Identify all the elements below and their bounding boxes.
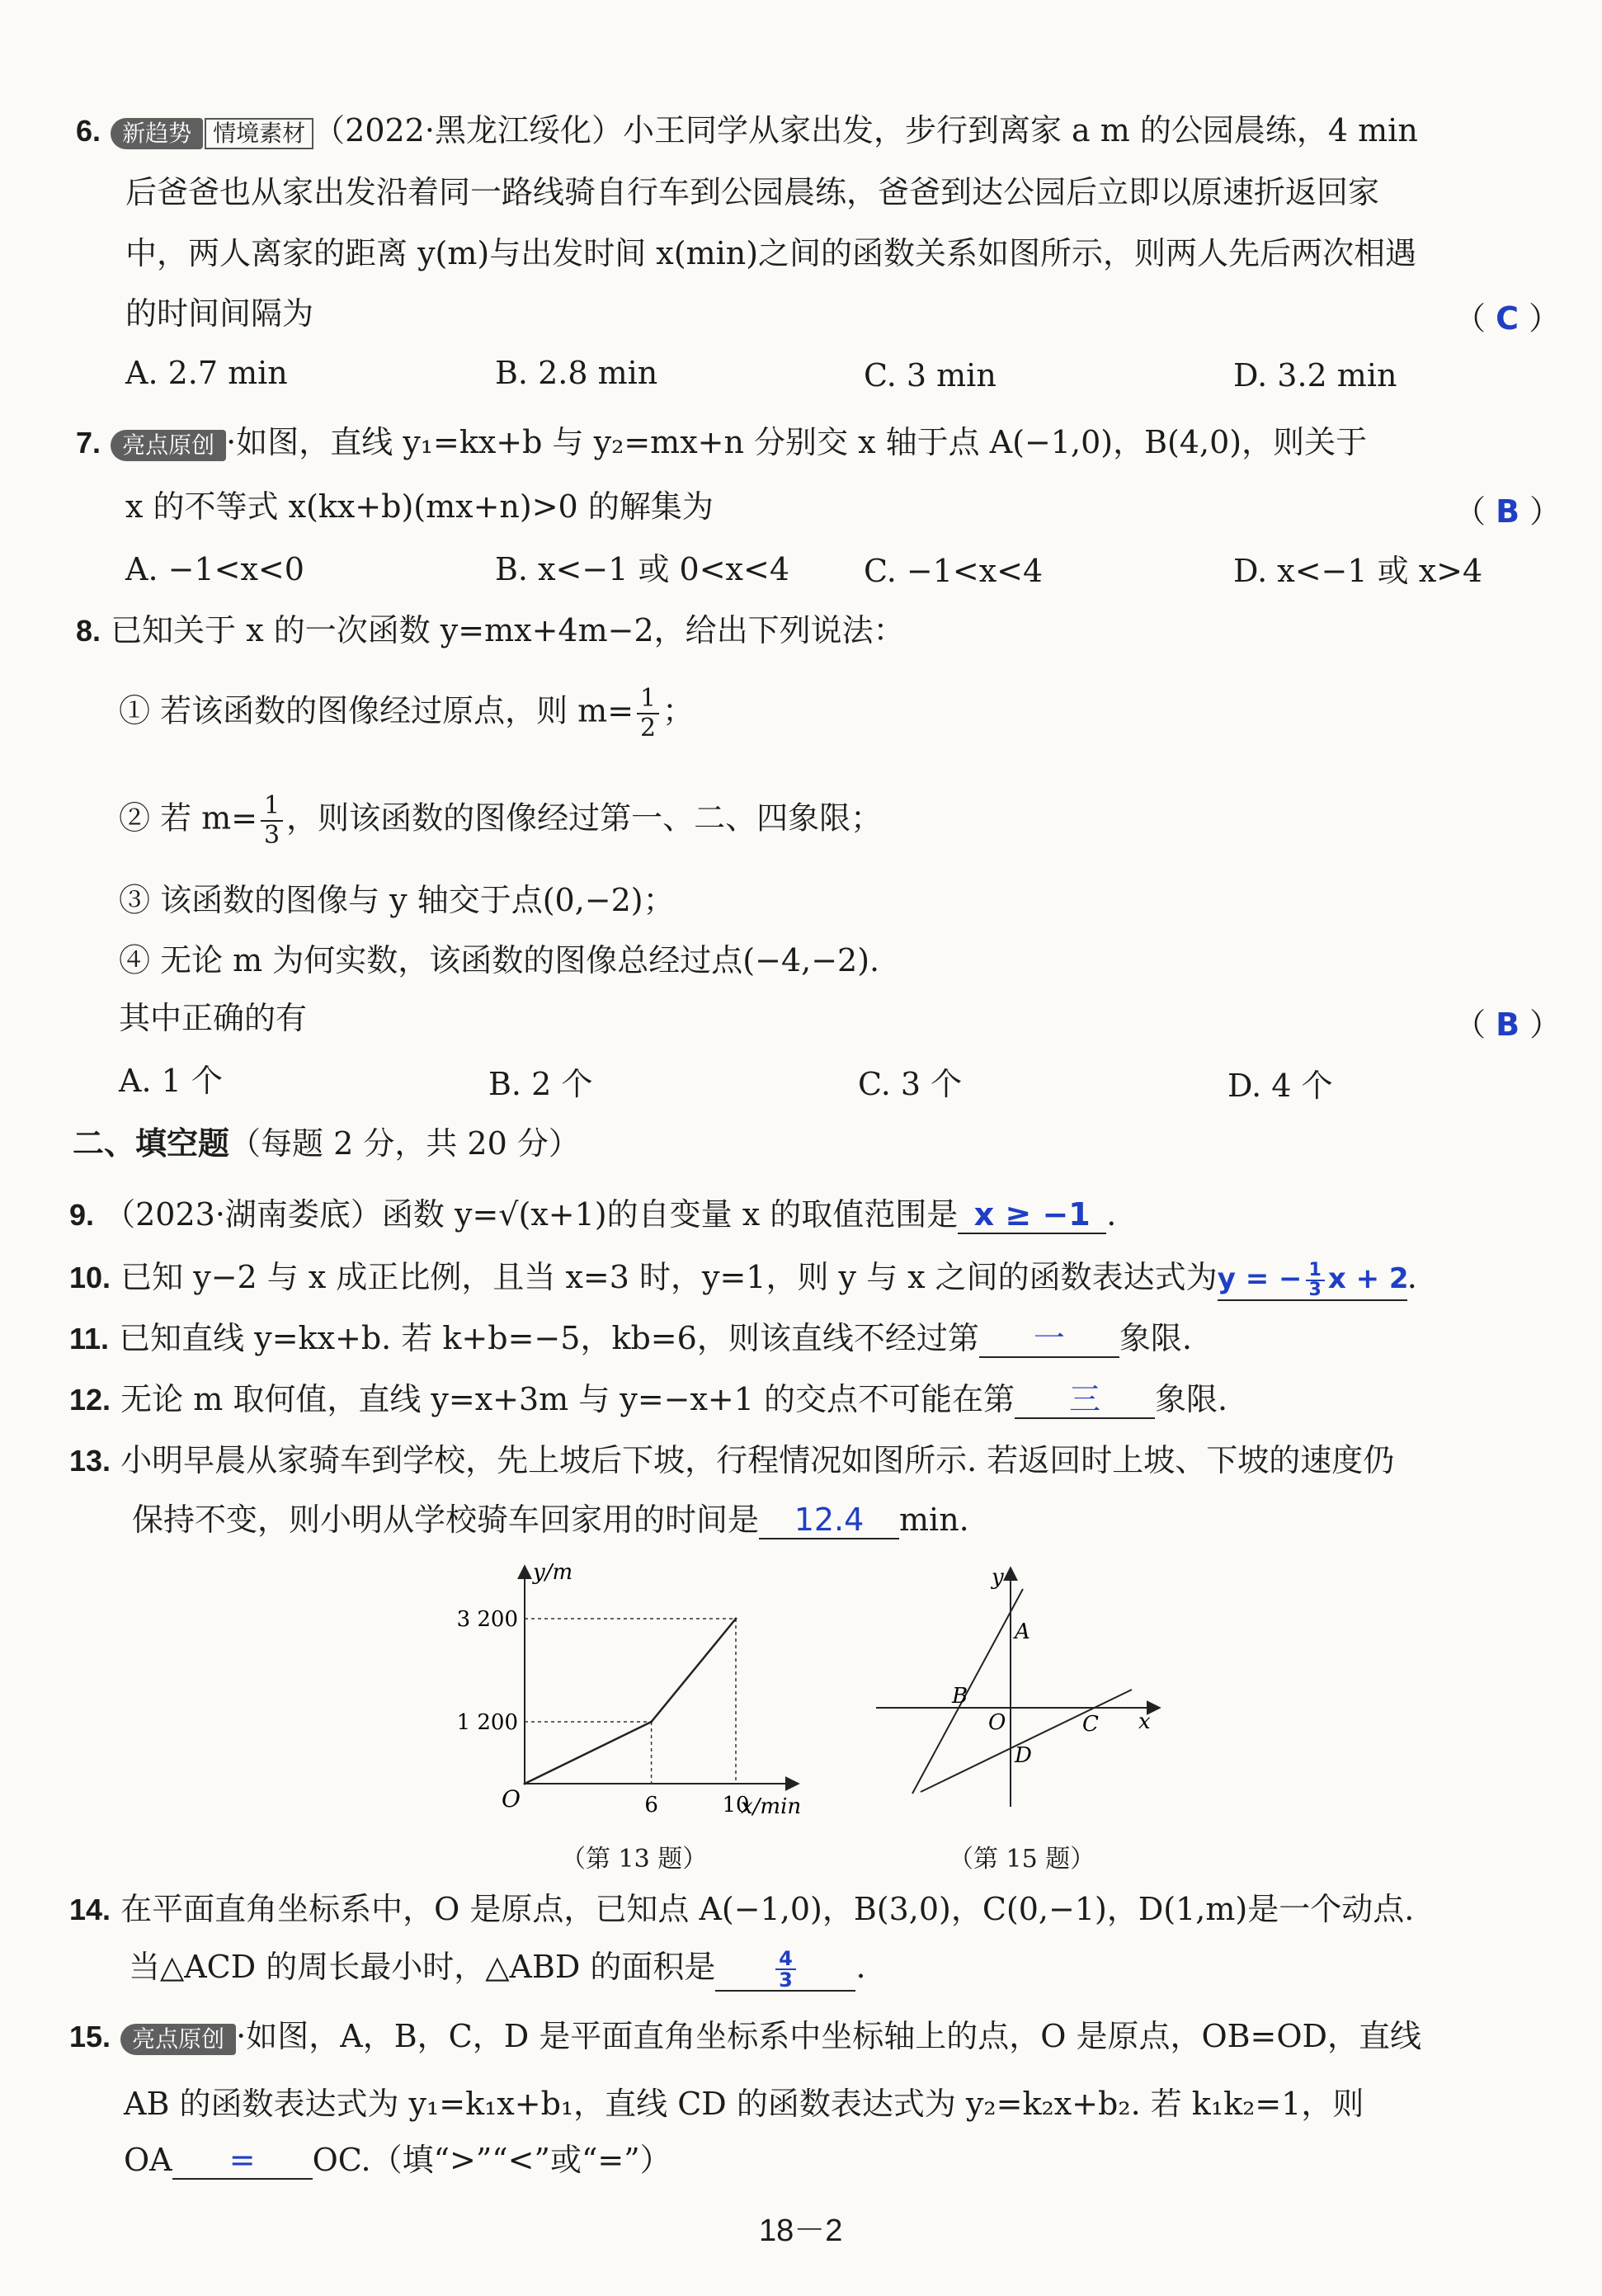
q8-s1-end: ； <box>662 692 695 729</box>
q10-ans-b: x + 2 <box>1327 1262 1409 1295</box>
q7-option-b: B. x<−1 或 0<x<4 <box>495 551 789 587</box>
q12-line <box>69 1378 1227 1421</box>
q7-line1: 7. 亮点原创 ·如图，直线 y₁=kx+b 与 y₂=mx+n 分别交 x 轴于点 A(−1,0)，B(4,0)，则关于 <box>76 424 1368 460</box>
q13-line1 <box>69 1439 1394 1483</box>
fig15-label-o: O <box>988 1710 1006 1735</box>
q10-text: 已知 y−2 与 x 成正比例，且当 x=3 时，y=1，则 y 与 x 之间的函数表达式为 <box>120 1259 1218 1295</box>
q14-end: . <box>855 1949 866 1985</box>
q15-line2: AB 的函数表达式为 y₁=k₁x+b₁，直线 CD 的函数表达式为 y₂=k₂x+b₂. 若 k₁k₂=1，则 <box>124 2086 1364 2122</box>
chart13-guide-lines <box>524 1618 737 1785</box>
q14-text-1: 在平面直角坐标系中，O 是原点，已知点 A(−1,0)，B(3,0)，C(0,−1)，D(1,m)是一个动点. <box>120 1891 1415 1927</box>
chart13-series-line <box>525 1619 736 1784</box>
section-2-title: 二、填空题 <box>73 1125 230 1162</box>
q9-text: （2023·湖南娄底）函数 y=√(x+1)的自变量 x 的取值范围是 <box>104 1196 959 1233</box>
q11-text: 已知直线 y=kx+b. 若 k+b=−5，kb=6，则该直线不经过第 <box>119 1320 979 1356</box>
q14-line1 <box>69 1888 1414 1931</box>
q6-text-1: （2022·黑龙江绥化）小王同学从家出发，步行到离家 a m 的公园晨练，4 min <box>313 112 1418 149</box>
chart13-ytick-3200: 3 200 <box>456 1607 518 1632</box>
q8-s2-den: 3 <box>264 821 280 850</box>
q8-number: 8. <box>76 614 101 648</box>
q12-answer: 三 <box>1015 1381 1155 1419</box>
q8-s2-end: ，则该函数的图像经过第一、二、四象限； <box>286 799 883 837</box>
q8-line1 <box>76 609 905 653</box>
q8-statement-4: ④ 无论 m 为何实数，该函数的图像总经过点(−4,−2). <box>119 942 880 978</box>
q14-text-2: 当△ACD 的周长最小时，△ABD 的面积是 <box>129 1949 716 1985</box>
q9-end: . <box>1106 1196 1117 1233</box>
q8-statement-1 <box>119 685 694 743</box>
q6-option-b: B. 2.8 min <box>495 355 658 391</box>
q7-option-a: A. −1<x<0 <box>125 551 304 587</box>
q8-option-a: A. 1 个 <box>119 1063 223 1099</box>
q8-s2-num: 1 <box>261 792 283 822</box>
q13-line2 <box>132 1498 969 1541</box>
q14-line2 <box>129 1945 866 1992</box>
q13-number: 13. <box>69 1444 111 1478</box>
q15-number: 15. <box>69 2020 111 2053</box>
q14-ans-num: 4 <box>775 1949 796 1970</box>
q6-line3: 中，两人离家的距离 y(m)与出发时间 x(min)之间的函数关系如图所示，则两人先后两次相遇 <box>125 235 1417 271</box>
fig15-label-a: A <box>1015 1619 1030 1644</box>
q10-answer <box>1218 1261 1407 1301</box>
q15-answer: = <box>172 2142 313 2180</box>
q8-statement-3: ③ 该函数的图像与 y 轴交于点(0,−2)； <box>119 882 675 918</box>
q6-number: 6. <box>76 114 101 148</box>
q6-option-d: D. 3.2 min <box>1233 357 1397 394</box>
q9-answer: x ≥ −1 <box>958 1196 1106 1234</box>
q7-option-d: D. x<−1 或 x>4 <box>1233 553 1483 589</box>
q13-answer: 12.4 <box>759 1502 899 1539</box>
q8-s1-num: 1 <box>637 685 659 714</box>
q15-line3 <box>124 2138 671 2181</box>
chart13-ylabel: y/m <box>533 1560 573 1585</box>
q10-ans-den: 3 <box>1308 1279 1322 1300</box>
q15-text-1: 如图，A，B，C，D 是平面直角坐标系中坐标轴上的点，O 是原点，OB=OD，直线 <box>246 2018 1422 2054</box>
q12-text: 无论 m 取何值，直线 y=x+3m 与 y=−x+1 的交点不可能在第 <box>120 1381 1015 1417</box>
q11-line <box>69 1317 1192 1360</box>
fig15-label-d: D <box>1015 1743 1032 1768</box>
chart13-xlabel: x/min <box>741 1794 802 1819</box>
q11-end: 象限. <box>1119 1320 1192 1356</box>
q15-text-oa: OA <box>124 2142 172 2178</box>
q8-text-1: 已知关于 x 的一次函数 y=mx+4m−2，给出下列说法： <box>111 612 905 648</box>
q15-tag-original: 亮点原创 <box>120 2024 236 2055</box>
q8-s2-fraction <box>261 792 283 850</box>
q8-line-last: 其中正确的有 <box>119 1000 308 1036</box>
chart13-caption: （第 13 题） <box>561 1845 708 1874</box>
q12-number: 12. <box>69 1383 111 1417</box>
q14-number: 14. <box>69 1893 111 1926</box>
q13-text-2: 保持不变，则小明从学校骑车回家用的时间是 <box>132 1502 760 1538</box>
q10-ans-num: 1 <box>1306 1261 1325 1281</box>
q10-line <box>69 1256 1417 1301</box>
q7-tag-original: 亮点原创 <box>111 430 226 461</box>
q7-line2: x 的不等式 x(kx+b)(mx+n)>0 的解集为 <box>125 488 714 525</box>
fig15-label-c: C <box>1082 1712 1099 1737</box>
q15-line1: 15. 亮点原创 ·如图，A，B，C，D 是平面直角坐标系中坐标轴上的点，O 是原点，OB=OD，直线 <box>69 2018 1422 2054</box>
q7-option-c: C. −1<x<4 <box>864 553 1044 589</box>
q6-tag-new-trend: 新趋势 <box>111 118 203 149</box>
fig15-caption: （第 15 题） <box>949 1845 1095 1874</box>
q10-end: . <box>1406 1259 1417 1295</box>
q8-option-c: C. 3 个 <box>858 1066 963 1102</box>
q6-option-a: A. 2.7 min <box>125 355 288 391</box>
q11-number: 11. <box>69 1322 110 1355</box>
chart13-origin: O <box>502 1785 521 1813</box>
section-2-heading <box>73 1122 580 1165</box>
q14-ans-fraction <box>775 1946 796 1992</box>
q6-answer-paren: （ C ） <box>1454 300 1561 337</box>
fig15-label-b: B <box>952 1684 968 1709</box>
q8-s1-text: ① 若该函数的图像经过原点，则 m= <box>119 692 634 729</box>
section-2-note: （每题 2 分，共 20 分） <box>229 1125 580 1162</box>
q7-text-1: 如图，直线 y₁=kx+b 与 y₂=mx+n 分别交 x 轴于点 A(−1,0)，B(4,0)，则关于 <box>236 424 1368 460</box>
chart13-xtick-10: 10 <box>722 1793 750 1817</box>
q8-answer-paren: （ B ） <box>1454 1007 1562 1043</box>
q6-option-c: C. 3 min <box>864 357 997 394</box>
chart13-ytick-1200: 1 200 <box>456 1710 518 1735</box>
q7-answer-paren: （ B ） <box>1454 493 1562 530</box>
q10-ans-a: y = − <box>1217 1262 1303 1295</box>
q8-option-b: B. 2 个 <box>488 1066 593 1102</box>
q12-end: 象限. <box>1155 1381 1228 1417</box>
q11-answer: 一 <box>979 1320 1119 1358</box>
q6-line4: 的时间间隔为 <box>125 295 314 332</box>
q9-line <box>69 1193 1116 1237</box>
q13-end: min. <box>899 1502 969 1538</box>
q13-text-1: 小明早晨从家骑车到学校，先上坡后下坡，行程情况如图所示. 若返回时上坡、下坡的速度仍 <box>120 1442 1395 1478</box>
fig15-label-x: x <box>1138 1709 1151 1734</box>
q14-answer <box>715 1946 855 1992</box>
chart13-xtick-6: 6 <box>644 1793 658 1817</box>
fig15-label-y: y <box>992 1565 1004 1590</box>
figure-15 <box>866 1559 1180 1807</box>
q8-option-d: D. 4 个 <box>1227 1068 1333 1104</box>
q8-s1-fraction <box>637 685 659 743</box>
q6-answer: C <box>1496 300 1519 337</box>
page-number: 18－2 <box>759 2213 843 2248</box>
chart-13 <box>445 1559 808 1840</box>
q8-s1-den: 2 <box>640 714 657 743</box>
q8-s2-text: ② 若 m= <box>119 799 258 837</box>
q10-number: 10. <box>69 1261 111 1294</box>
q8-statement-2 <box>119 792 882 850</box>
q9-number: 9. <box>69 1198 95 1232</box>
q14-ans-den: 3 <box>779 1968 793 1992</box>
q15-text-oc: OC.（填“>”“<”或“=”） <box>312 2142 671 2178</box>
q7-number: 7. <box>76 426 101 460</box>
q6-line2: 后爸爸也从家出发沿着同一路线骑自行车到公园晨练，爸爸到达公园后立即以原速折返回家 <box>125 174 1380 210</box>
q8-answer: B <box>1496 1007 1520 1043</box>
q10-ans-fraction <box>1306 1261 1325 1299</box>
q6-line1 <box>76 109 1418 153</box>
q6-tag-context: 情境素材 <box>205 118 313 149</box>
q7-answer: B <box>1496 493 1520 530</box>
